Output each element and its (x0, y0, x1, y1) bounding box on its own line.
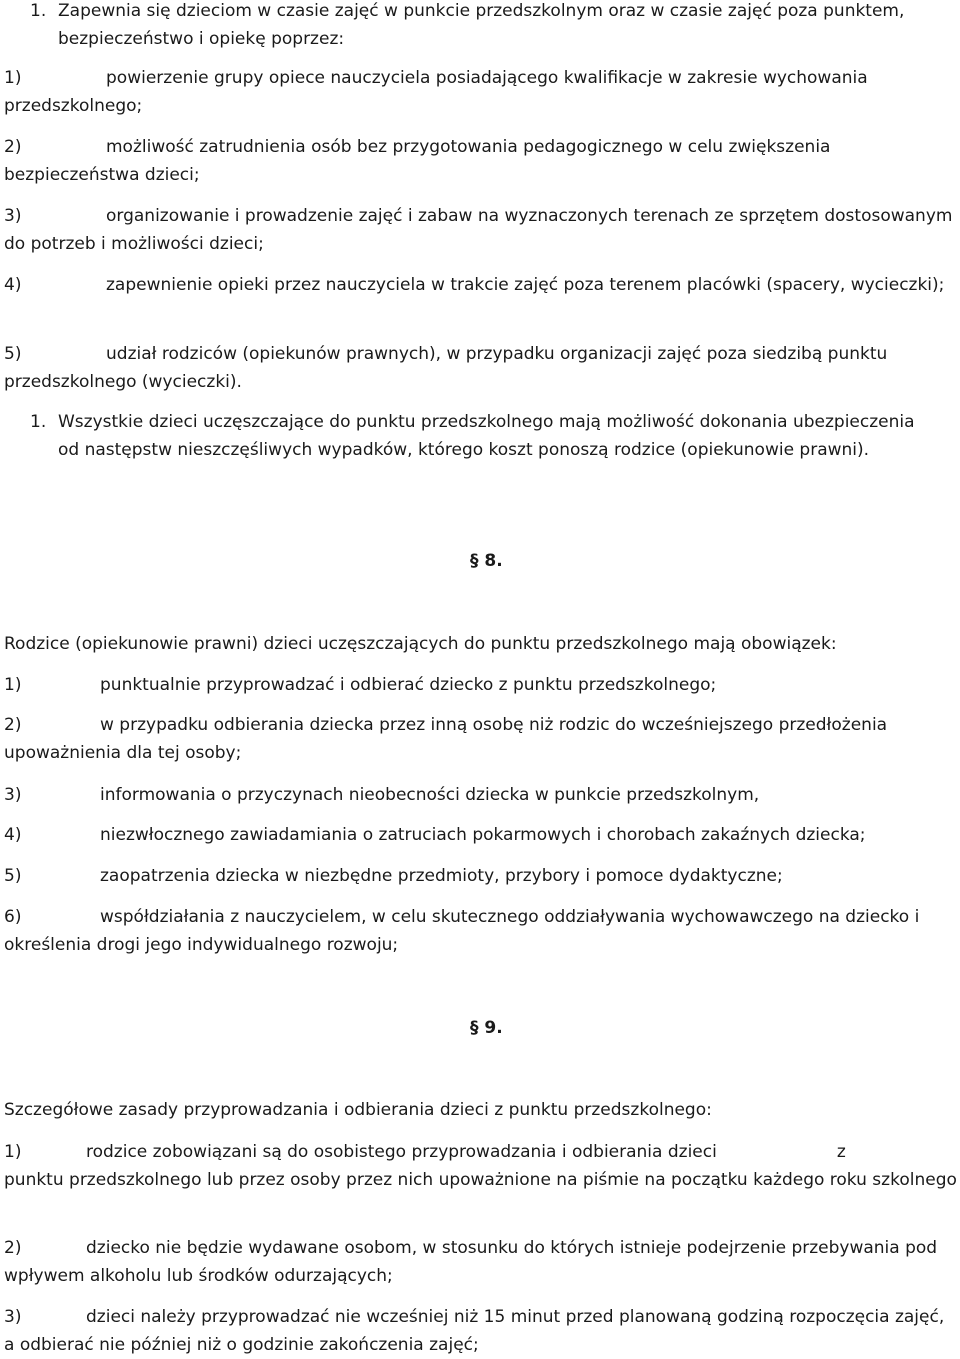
section-heading-9: § 9. (470, 1018, 503, 1038)
list-item (4, 202, 959, 258)
list-item-text: współdziałania z nauczycielem, w celu skutecznego oddziaływania wychowawczego na dziecko i określenia drogi jego indywidualnego rozwoju; (4, 907, 920, 955)
list-item-number: 2) (4, 137, 22, 157)
list-item (4, 1138, 959, 1194)
paragraph-number: 1. (30, 1, 47, 21)
list-item-number: 6) (4, 907, 22, 927)
list-item-number: 3) (4, 1307, 22, 1327)
list-item-number: 1) (4, 675, 22, 695)
list-item (4, 781, 959, 809)
list-item-text: organizowanie i prowadzenie zajęć i zabaw na wyznaczonych terenach ze sprzętem dostosowanym do potrzeb i możliwości dzieci; (4, 206, 953, 254)
list-item-text: możliwość zatrudnienia osób bez przygotowania pedagogicznego w celu zwiększenia bezpieczeństwa dzieci; (4, 137, 831, 185)
list-item (4, 821, 959, 849)
paragraph-text: Zapewnia się dzieciom w czasie zajęć w punkcie przedszkolnym oraz w czasie zajęć poza punktem, bezpieczeństwo i opiekę poprzez: (58, 1, 905, 49)
list-item-text: z (836, 1142, 846, 1162)
paragraph-1 (30, 0, 930, 53)
list-item-text: w przypadku odbierania dziecka przez inną osobę niż rodzic do wcześniejszego przedłożenia upoważnienia dla tej osoby; (4, 715, 888, 763)
list-item-text: zaopatrzenia dziecka w niezbędne przedmioty, przybory i pomoce dydaktyczne; (100, 866, 783, 886)
list-item (4, 1234, 959, 1290)
list-item-text: punktualnie przyprowadzać i odbierać dziecko z punktu przedszkolnego; (100, 675, 717, 695)
list-item-text: udział rodziców (opiekunów prawnych), w przypadku organizacji zajęć poza siedzibą punktu przedszkolnego (wycieczki). (4, 344, 888, 392)
paragraph-text: Wszystkie dzieci uczęszczające do punktu przedszkolnego mają możliwość dokonania ubezpieczenia od następstw nieszczęśliwych wypadków, którego koszt ponoszą rodzice (opiekunowie prawni). (58, 412, 915, 460)
list-item-number: 2) (4, 1238, 22, 1258)
list-item-number: 3) (4, 206, 22, 226)
list-item-text: powierzenie grupy opiece nauczyciela posiadającego kwalifikacje w zakresie wychowania przedszkolnego; (4, 68, 868, 116)
list-item-number: 4) (4, 275, 22, 295)
section-intro: Rodzice (opiekunowie prawni) dzieci uczęszczających do punktu przedszkolnego mają obowiązek: (4, 634, 837, 654)
list-item-text: niezwłocznego zawiadamiania o zatruciach pokarmowych i chorobach zakaźnych dziecka; (100, 825, 866, 845)
list-item (4, 64, 959, 120)
list-item (4, 133, 959, 189)
list-item (4, 340, 959, 396)
list-item-number: 3) (4, 785, 22, 805)
list-item-text: zapewnienie opieki przez nauczyciela w trakcie zajęć poza terenem placówki (spacery, wycieczki); (106, 275, 945, 295)
section-intro: Szczegółowe zasady przyprowadzania i odbierania dzieci z punktu przedszkolnego: (4, 1100, 712, 1120)
list-item-text: punktu przedszkolnego lub przez osoby przez nich upoważnione na piśmie na początku każdego roku szkolnego (4, 1170, 957, 1190)
list-item-number: 5) (4, 866, 22, 886)
list-item (4, 862, 959, 890)
section-heading-8: § 8. (470, 551, 503, 571)
list-item-text: rodzice zobowiązani są do osobistego przyprowadzania i odbierania dzieci (86, 1142, 717, 1162)
list-item-number: 1) (4, 1142, 22, 1162)
list-item (4, 903, 959, 959)
list-item (4, 271, 959, 299)
list-item-number: 1) (4, 68, 22, 88)
paragraph-2 (30, 408, 930, 464)
list-item-number: 4) (4, 825, 22, 845)
list-item (4, 671, 959, 699)
list-item-number: 5) (4, 344, 22, 364)
list-item (4, 1303, 959, 1359)
list-item-text: dzieci należy przyprowadzać nie wcześniej niż 15 minut przed planowaną godziną rozpoczęcia zajęć, a odbierać nie później niż o godzinie zakończenia zajęć; (4, 1307, 945, 1355)
paragraph-number: 1. (30, 412, 47, 432)
list-item (4, 711, 959, 767)
list-item-number: 2) (4, 715, 22, 735)
list-item-text: dziecko nie będzie wydawane osobom, w stosunku do których istnieje podejrzenie przebywania pod wpływem alkoholu lub środków odurzających; (4, 1238, 938, 1286)
list-item-text: informowania o przyczynach nieobecności dziecka w punkcie przedszkolnym, (100, 785, 760, 805)
